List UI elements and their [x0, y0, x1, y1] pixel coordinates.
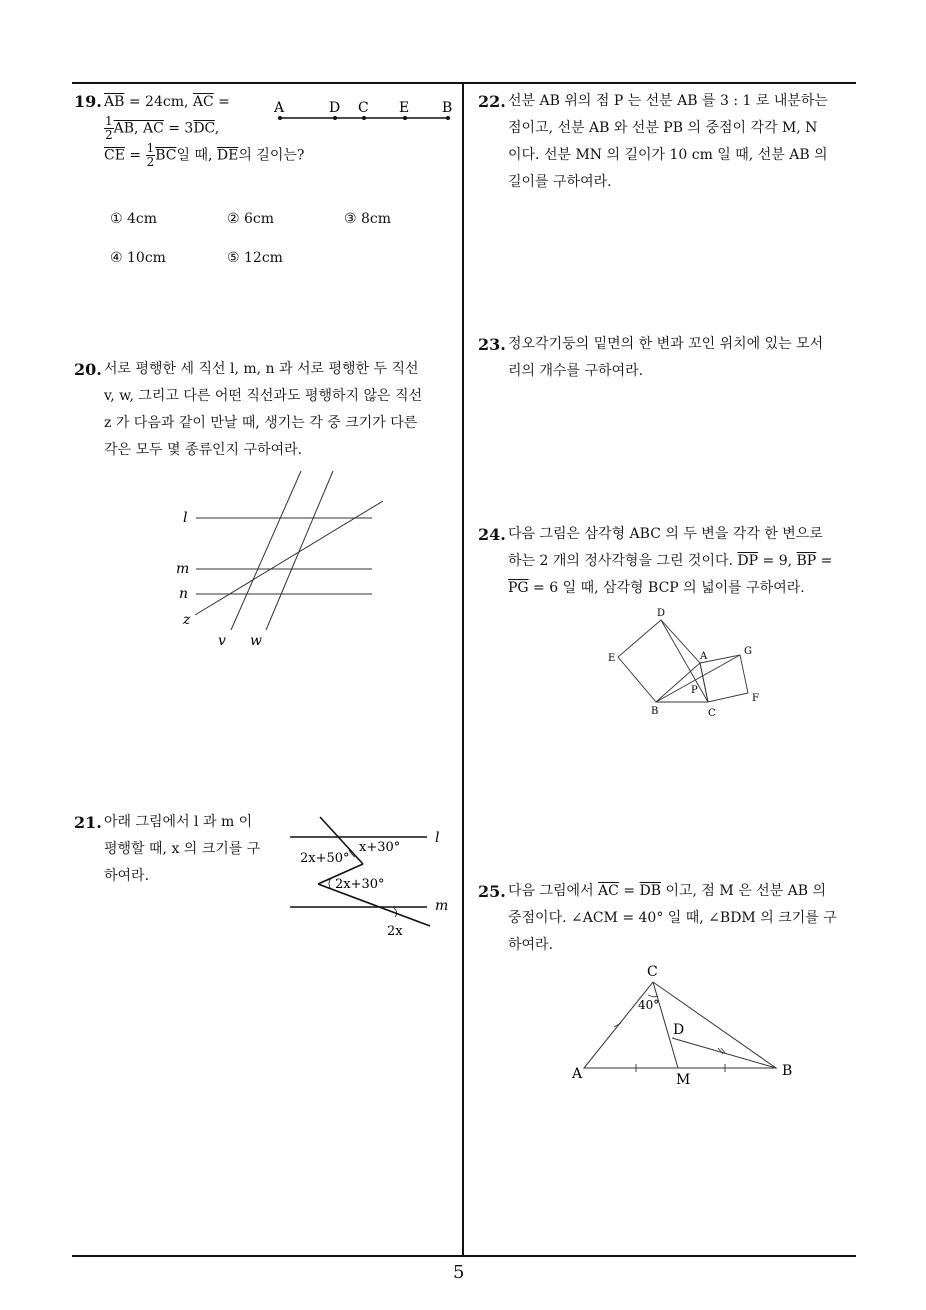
fraction-half: $\frac{1}{2}$ [146, 141, 155, 169]
question-text: 선분 AB 위의 점 P 는 선분 AB 를 3 : 1 로 내분하는 점이고, 선분 AB 와 선분 PB 의 중점이 각각 M, N 이다. 선분 MN 의 길이가 10 cm 일 때, 선분 AB 의 길이를 구하여라. [508, 93, 828, 190]
point-label: A [572, 1066, 583, 1082]
zigzag-angle-diagram [285, 812, 455, 942]
question-number: 23. [478, 335, 506, 354]
point-label: B [442, 100, 453, 116]
fraction-half: $\frac{1}{2}$ [105, 114, 113, 142]
point-label: C [647, 964, 658, 980]
question-number: 24. [478, 525, 506, 544]
question-text: 다음 그림에서 $\overline{AC} = \overline{DB}$ 이고, 점 M 은 선분 AB 의 중점이다. ∠ACM = 40° 일 때, ∠BDM 의 크기를 구 하여라. [508, 883, 837, 953]
two-squares-diagram [598, 605, 768, 720]
line-label: z [183, 612, 191, 628]
choice-2[interactable]: ② 6cm [227, 211, 275, 227]
line-label: m [435, 898, 449, 914]
point-label: B [651, 706, 659, 717]
line-label: w [250, 633, 262, 649]
line-label: v [218, 633, 226, 649]
question-text: 정오각기둥의 밑면의 한 변과 꼬인 위치에 있는 모서 리의 개수를 구하여라. [508, 336, 824, 379]
point-label: D [673, 1022, 685, 1038]
angle-label: 2x+30° [335, 877, 385, 892]
choice-1[interactable]: ① 4cm [110, 211, 158, 227]
question-text: 아래 그림에서 l 과 m 이 평행할 때, x 의 크기를 구 하여라. [104, 814, 261, 884]
q19-line-2: $\frac{1}{2}$ AB, $\overline{AC} = 3\overline{DC}$, [105, 114, 220, 142]
angle-label: 2x [387, 924, 403, 939]
angle-label: 2x+50° [300, 851, 350, 866]
point-label: B [782, 1063, 793, 1079]
question-text: 다음 그림은 삼각형 ABC 의 두 변을 각각 한 변으로 하는 2 개의 정사각형을 그린 것이다. $\overline{DP} = 9$, $\overline{BP}$ = $\overline{PG} = 6$ 일 때, 삼각형 BCP 의 넓이를 구하여라. [508, 526, 833, 596]
line-label: l [183, 510, 188, 526]
line-label: m [176, 561, 190, 577]
point-label: D [329, 100, 341, 116]
point-label: A [700, 651, 708, 662]
question-number: 22. [478, 92, 506, 111]
triangle-diagram [568, 960, 808, 1090]
angle-label: x+30° [359, 840, 401, 855]
point-label: G [744, 646, 752, 657]
question-number: 19. [74, 92, 102, 111]
point-label: E [608, 653, 616, 664]
q19-line-1: $\overline{AB} = 24cm$, $\overline{AC}$ = [104, 94, 230, 110]
point-label: E [399, 100, 410, 116]
point-label: F [752, 693, 759, 704]
q19-line-3: $\overline{CE}$ = $\frac{1}{2}$ $\overline{BC}$일 때, $\overline{DE}$의 길이는? [104, 141, 305, 169]
line-label: n [179, 586, 189, 602]
line-label: l [435, 830, 440, 846]
angle-label: 40° [638, 998, 660, 1012]
choice-3[interactable]: ③ 8cm [344, 211, 392, 227]
choice-5[interactable]: ⑤ 12cm [227, 250, 283, 266]
column-divider [462, 82, 464, 1256]
point-label: A [274, 100, 285, 116]
parallel-lines-diagram [170, 468, 390, 653]
segment-diagram [268, 96, 458, 126]
bottom-rule [72, 1255, 856, 1257]
point-label: C [708, 708, 716, 719]
point-label: M [676, 1072, 691, 1088]
question-number: 20. [74, 360, 102, 379]
page-number: 5 [453, 1262, 465, 1283]
point-label: C [358, 100, 369, 116]
choice-4[interactable]: ④ 10cm [110, 250, 166, 266]
point-label: P [691, 685, 698, 696]
top-rule [72, 82, 856, 84]
point-label: D [657, 608, 666, 619]
question-text: 서로 평행한 세 직선 l, m, n 과 서로 평행한 두 직선 v, w, 그리고 다른 어떤 직선과도 평행하지 않은 직선 z 가 다음과 같이 만날 때, 생기는 각 중 크기가 다른 각은 모두 몇 종류인지 구하여라. [104, 361, 423, 458]
question-number: 25. [478, 882, 506, 901]
question-number: 21. [74, 813, 102, 832]
question-text [104, 89, 305, 169]
